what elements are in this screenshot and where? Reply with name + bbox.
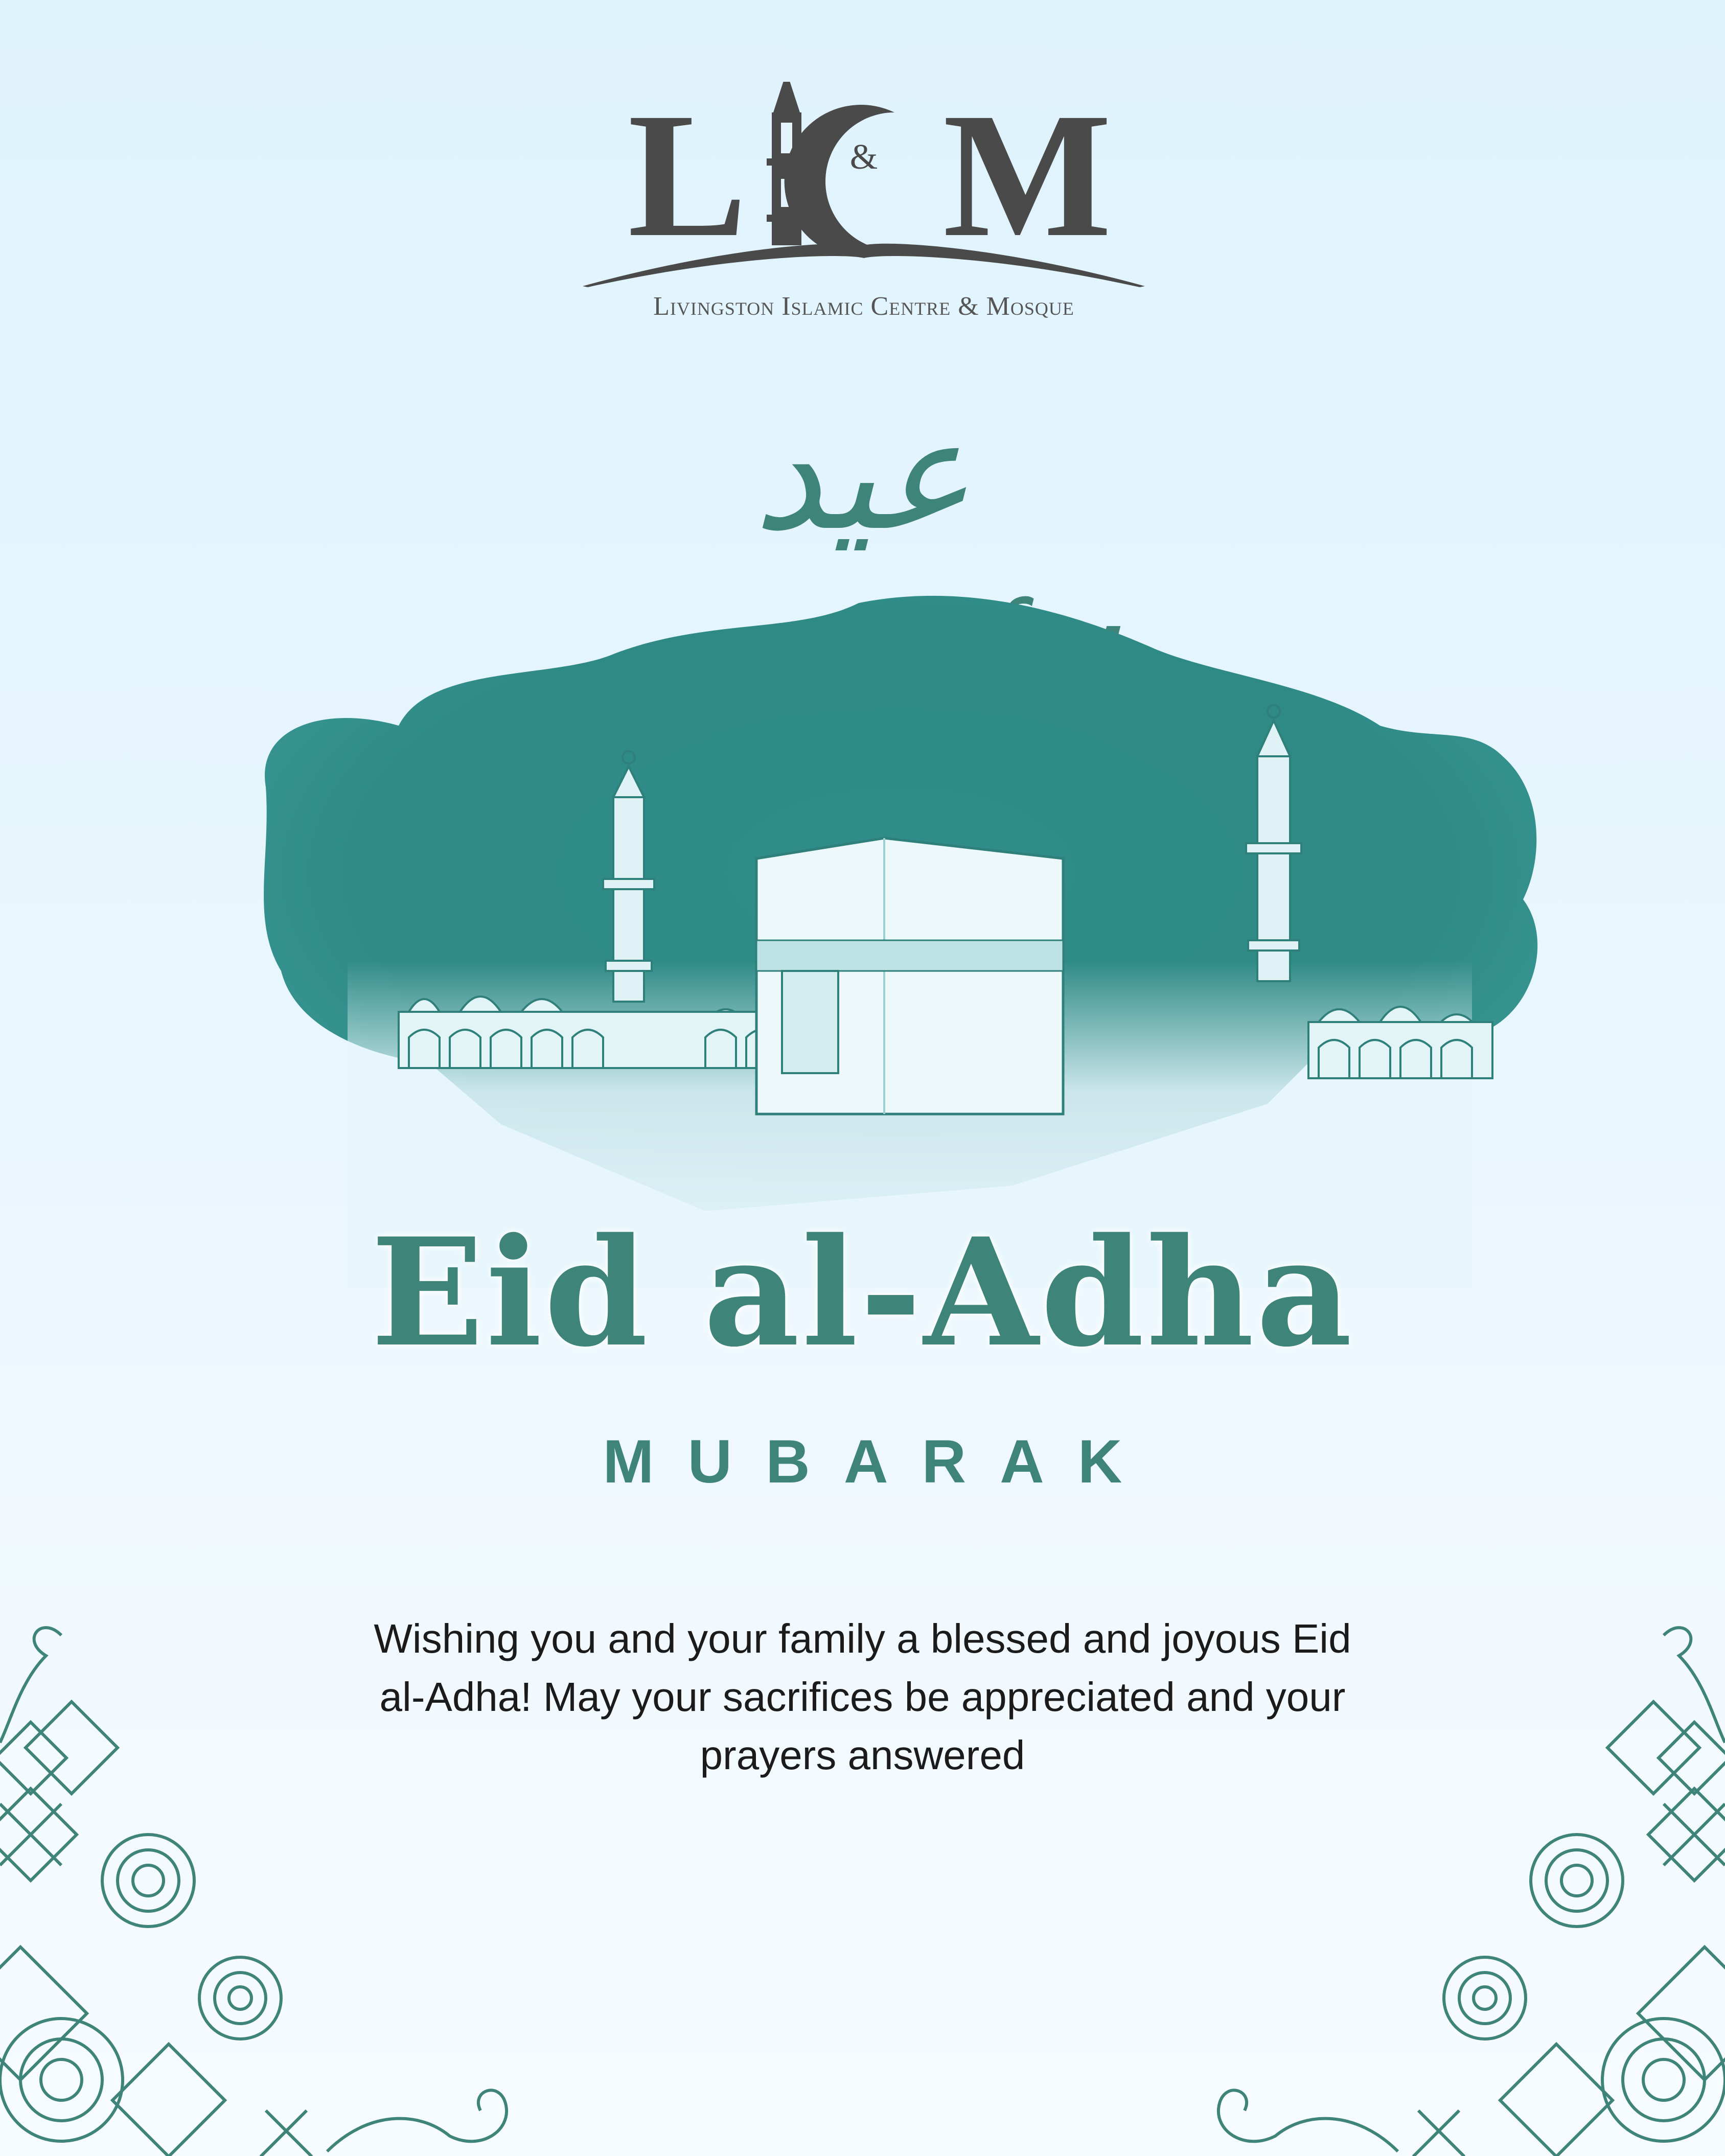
logo-ampersand: &: [849, 137, 878, 177]
corner-ornament-left-icon: [0, 1620, 532, 2156]
kaaba-icon: [756, 838, 1063, 1114]
eid-title: Eid al-Adha: [371, 1206, 1354, 1380]
mubarak-subtitle: MUBARAK: [603, 1427, 1156, 1496]
corner-ornament-right-icon: [1193, 1620, 1725, 2156]
logo-swoosh: [578, 230, 1150, 291]
greeting-line-2: al-Adha! May your sacrifices be appreciated and your: [379, 1674, 1346, 1720]
logo-letter-l: L: [628, 82, 747, 245]
greeting-line-3: prayers answered: [700, 1732, 1025, 1778]
logo-mosque-name: Livingston Islamic Centre & Mosque: [653, 292, 1074, 321]
logo-monogram: [578, 82, 1150, 245]
logo-letter-m: M: [942, 82, 1112, 245]
arabic-eid-al-adha: عيد: [753, 386, 972, 564]
kaaba-mosque-illustration: [194, 572, 1564, 1288]
greeting-line-1: Wishing you and your family a blessed and joyous Eid: [374, 1616, 1351, 1661]
mosque-logo: [578, 31, 1150, 321]
